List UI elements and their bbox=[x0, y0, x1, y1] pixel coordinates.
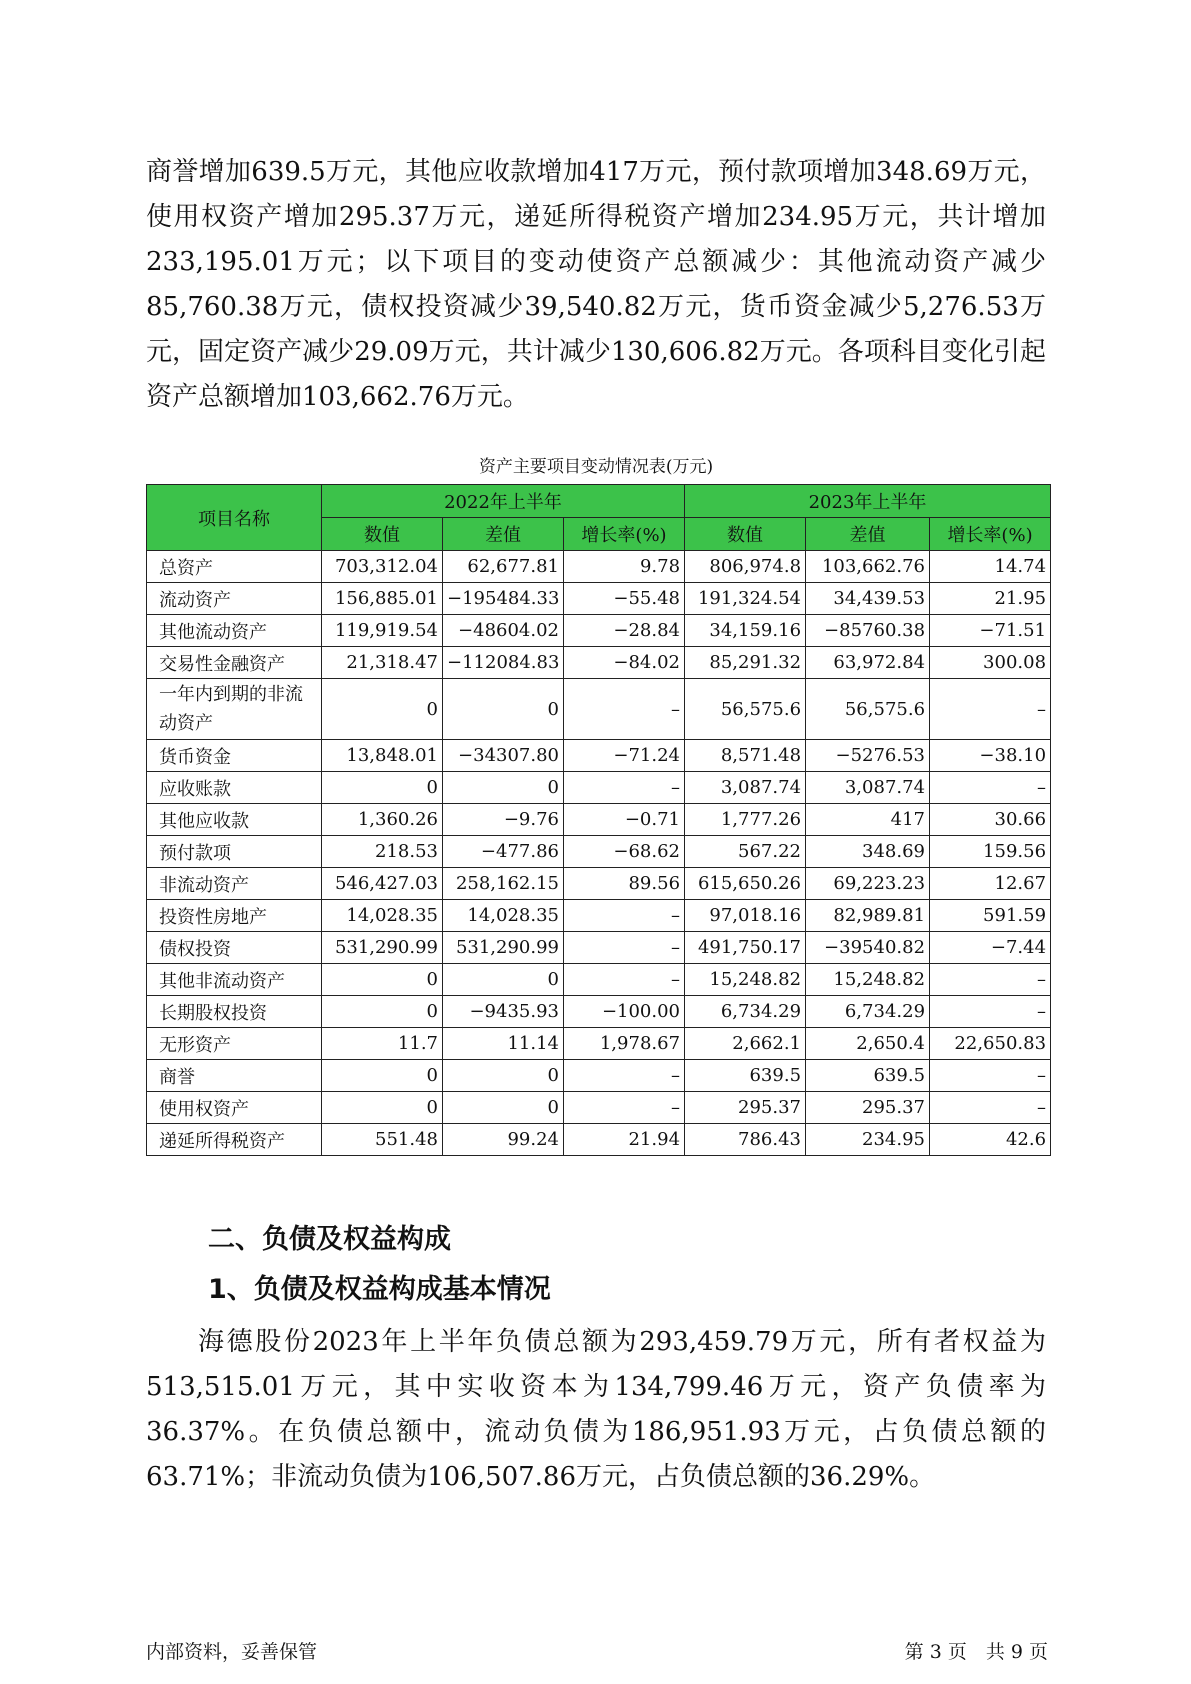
table-row bbox=[147, 964, 1051, 996]
row-value-cell: 491,750.17 bbox=[685, 932, 806, 964]
row-value-cell: 63,972.84 bbox=[806, 647, 930, 679]
footer-confidential-note: 内部资料，妥善保管 bbox=[146, 1641, 318, 1663]
row-item-name: 总资产 bbox=[147, 551, 322, 583]
row-value-cell: 156,885.01 bbox=[322, 583, 443, 615]
row-item-name: 长期股权投资 bbox=[147, 996, 322, 1028]
subheader-value-2023: 数值 bbox=[685, 518, 806, 551]
table-row bbox=[147, 932, 1051, 964]
table-row bbox=[147, 996, 1051, 1028]
row-value-cell: 2,662.1 bbox=[685, 1028, 806, 1060]
row-value-cell: 9.78 bbox=[564, 551, 685, 583]
row-value-cell: 295.37 bbox=[806, 1092, 930, 1124]
row-item-name: 应收账款 bbox=[147, 772, 322, 804]
row-value-cell: −48604.02 bbox=[443, 615, 564, 647]
row-value-cell: 8,571.48 bbox=[685, 740, 806, 772]
row-value-cell: 531,290.99 bbox=[322, 932, 443, 964]
row-value-cell: −28.84 bbox=[564, 615, 685, 647]
row-value-cell: 1,978.67 bbox=[564, 1028, 685, 1060]
row-value-cell: 22,650.83 bbox=[930, 1028, 1051, 1060]
row-value-cell: 103,662.76 bbox=[806, 551, 930, 583]
table-row bbox=[147, 868, 1051, 900]
row-value-cell: 417 bbox=[806, 804, 930, 836]
header-period-2023: 2023年上半年 bbox=[685, 485, 1051, 518]
table-row bbox=[147, 804, 1051, 836]
subheader-diff-2023: 差值 bbox=[806, 518, 930, 551]
row-value-cell: 0 bbox=[443, 1060, 564, 1092]
subsection-heading-basic-situation: 1、负债及权益构成基本情况 bbox=[208, 1274, 551, 1305]
row-value-cell: −5276.53 bbox=[806, 740, 930, 772]
row-value-cell: 0 bbox=[443, 679, 564, 740]
row-value-cell: 3,087.74 bbox=[685, 772, 806, 804]
row-value-cell: – bbox=[564, 1092, 685, 1124]
row-value-cell: – bbox=[564, 900, 685, 932]
row-value-cell: −112084.83 bbox=[443, 647, 564, 679]
row-value-cell: 703,312.04 bbox=[322, 551, 443, 583]
row-value-cell: 6,734.29 bbox=[806, 996, 930, 1028]
row-value-cell: 21.94 bbox=[564, 1124, 685, 1156]
intro-paragraph: 商誉增加639.5万元，其他应收款增加417万元，预付款项增加348.69万元，使用权资产增加295.37万元，递延所得税资产增加234.95万元，共计增加233,195.01万元；以下项目的变动使资产总额减少：其他流动资产减少85,760.38万元，债权投资减少39,540.82万元，货币资金减少5,276.53万元，固定资产减少29.09万元，共计减少130,606.82万元。各项科目变化引起资产总额增加103,662.76万元。 bbox=[146, 157, 1046, 412]
row-item-name: 货币资金 bbox=[147, 740, 322, 772]
row-value-cell: 62,677.81 bbox=[443, 551, 564, 583]
row-value-cell: 0 bbox=[322, 1092, 443, 1124]
row-value-cell: 0 bbox=[322, 679, 443, 740]
table-row bbox=[147, 551, 1051, 583]
row-value-cell: 42.6 bbox=[930, 1124, 1051, 1156]
row-value-cell: 14.74 bbox=[930, 551, 1051, 583]
row-value-cell: 0 bbox=[443, 964, 564, 996]
row-value-cell: 1,360.26 bbox=[322, 804, 443, 836]
row-item-name: 递延所得税资产 bbox=[147, 1124, 322, 1156]
row-value-cell: 11.14 bbox=[443, 1028, 564, 1060]
row-value-cell: 85,291.32 bbox=[685, 647, 806, 679]
row-value-cell: −7.44 bbox=[930, 932, 1051, 964]
row-value-cell: – bbox=[564, 772, 685, 804]
row-value-cell: 2,650.4 bbox=[806, 1028, 930, 1060]
row-value-cell: 300.08 bbox=[930, 647, 1051, 679]
table-row bbox=[147, 1124, 1051, 1156]
row-item-name: 投资性房地产 bbox=[147, 900, 322, 932]
row-value-cell: −100.00 bbox=[564, 996, 685, 1028]
section-heading-liabilities-equity: 二、负债及权益构成 bbox=[208, 1224, 451, 1255]
row-value-cell: −38.10 bbox=[930, 740, 1051, 772]
row-value-cell: 218.53 bbox=[322, 836, 443, 868]
row-value-cell: 6,734.29 bbox=[685, 996, 806, 1028]
row-value-cell: 567.22 bbox=[685, 836, 806, 868]
table-row bbox=[147, 647, 1051, 679]
row-value-cell: 786.43 bbox=[685, 1124, 806, 1156]
row-value-cell: – bbox=[564, 679, 685, 740]
row-value-cell: 21.95 bbox=[930, 583, 1051, 615]
row-value-cell: 69,223.23 bbox=[806, 868, 930, 900]
row-value-cell: – bbox=[930, 996, 1051, 1028]
row-value-cell: −9435.93 bbox=[443, 996, 564, 1028]
row-value-cell: – bbox=[930, 679, 1051, 740]
table-row bbox=[147, 900, 1051, 932]
row-value-cell: 82,989.81 bbox=[806, 900, 930, 932]
row-value-cell: 295.37 bbox=[685, 1092, 806, 1124]
table-row bbox=[147, 772, 1051, 804]
table-row bbox=[147, 615, 1051, 647]
row-value-cell: 13,848.01 bbox=[322, 740, 443, 772]
table-row bbox=[147, 1028, 1051, 1060]
row-item-name: 交易性金融资产 bbox=[147, 647, 322, 679]
row-value-cell: 14,028.35 bbox=[443, 900, 564, 932]
row-value-cell: 551.48 bbox=[322, 1124, 443, 1156]
subheader-value-2022: 数值 bbox=[322, 518, 443, 551]
row-value-cell: – bbox=[930, 1092, 1051, 1124]
table-row bbox=[147, 1092, 1051, 1124]
row-value-cell: −68.62 bbox=[564, 836, 685, 868]
row-value-cell: 3,087.74 bbox=[806, 772, 930, 804]
table-row bbox=[147, 740, 1051, 772]
row-value-cell: 30.66 bbox=[930, 804, 1051, 836]
row-item-name: 其他非流动资产 bbox=[147, 964, 322, 996]
row-value-cell: 591.59 bbox=[930, 900, 1051, 932]
row-value-cell: −85760.38 bbox=[806, 615, 930, 647]
subheader-growth-2022: 增长率(%) bbox=[564, 518, 685, 551]
subheader-diff-2022: 差值 bbox=[443, 518, 564, 551]
table-header-row bbox=[147, 485, 1051, 518]
row-item-name: 使用权资产 bbox=[147, 1092, 322, 1124]
row-value-cell: −71.51 bbox=[930, 615, 1051, 647]
table-row bbox=[147, 679, 1051, 740]
row-value-cell: 21,318.47 bbox=[322, 647, 443, 679]
row-value-cell: 639.5 bbox=[806, 1060, 930, 1092]
row-value-cell: 34,159.16 bbox=[685, 615, 806, 647]
row-value-cell: −195484.33 bbox=[443, 583, 564, 615]
row-value-cell: 0 bbox=[322, 996, 443, 1028]
table-row bbox=[147, 1060, 1051, 1092]
row-value-cell: 56,575.6 bbox=[685, 679, 806, 740]
row-value-cell: – bbox=[930, 964, 1051, 996]
row-value-cell: 56,575.6 bbox=[806, 679, 930, 740]
table-caption: 资产主要项目变动情况表(万元) bbox=[478, 457, 714, 477]
row-value-cell: 546,427.03 bbox=[322, 868, 443, 900]
header-item-name: 项目名称 bbox=[147, 485, 322, 551]
row-value-cell: −0.71 bbox=[564, 804, 685, 836]
header-period-2022: 2022年上半年 bbox=[322, 485, 685, 518]
table-row bbox=[147, 836, 1051, 868]
row-item-name: 非流动资产 bbox=[147, 868, 322, 900]
row-value-cell: 89.56 bbox=[564, 868, 685, 900]
row-value-cell: 0 bbox=[443, 772, 564, 804]
row-value-cell: 15,248.82 bbox=[685, 964, 806, 996]
subheader-growth-2023: 增长率(%) bbox=[930, 518, 1051, 551]
row-value-cell: 12.67 bbox=[930, 868, 1051, 900]
row-value-cell: 531,290.99 bbox=[443, 932, 564, 964]
row-value-cell: 34,439.53 bbox=[806, 583, 930, 615]
row-item-name: 其他流动资产 bbox=[147, 615, 322, 647]
row-value-cell: 97,018.16 bbox=[685, 900, 806, 932]
liability-paragraph: 海德股份2023年上半年负债总额为293,459.79万元，所有者权益为513,515.01万元，其中实收资本为134,799.46万元，资产负债率为36.37%。在负债总额中，流动负债为186,951.93万元，占负债总额的63.71%；非流动负债为106,507.86万元，占负债总额的36.29%。 bbox=[146, 1327, 1046, 1492]
row-value-cell: – bbox=[564, 964, 685, 996]
row-value-cell: – bbox=[564, 1060, 685, 1092]
row-item-name: 流动资产 bbox=[147, 583, 322, 615]
row-value-cell: 119,919.54 bbox=[322, 615, 443, 647]
row-value-cell: 806,974.8 bbox=[685, 551, 806, 583]
row-item-name: 债权投资 bbox=[147, 932, 322, 964]
row-value-cell: −9.76 bbox=[443, 804, 564, 836]
row-value-cell: 615,650.26 bbox=[685, 868, 806, 900]
row-value-cell: – bbox=[930, 1060, 1051, 1092]
row-item-name: 无形资产 bbox=[147, 1028, 322, 1060]
row-value-cell: 0 bbox=[322, 1060, 443, 1092]
row-value-cell: 0 bbox=[322, 964, 443, 996]
row-value-cell: −55.48 bbox=[564, 583, 685, 615]
row-value-cell: 15,248.82 bbox=[806, 964, 930, 996]
row-value-cell: −84.02 bbox=[564, 647, 685, 679]
row-value-cell: 639.5 bbox=[685, 1060, 806, 1092]
row-value-cell: 348.69 bbox=[806, 836, 930, 868]
row-item-name: 预付款项 bbox=[147, 836, 322, 868]
row-value-cell: 1,777.26 bbox=[685, 804, 806, 836]
asset-change-table bbox=[146, 484, 1051, 1156]
row-value-cell: 99.24 bbox=[443, 1124, 564, 1156]
row-item-name: 商誉 bbox=[147, 1060, 322, 1092]
row-value-cell: −477.86 bbox=[443, 836, 564, 868]
row-value-cell: −34307.80 bbox=[443, 740, 564, 772]
row-value-cell: 14,028.35 bbox=[322, 900, 443, 932]
row-value-cell: – bbox=[564, 932, 685, 964]
row-value-cell: 11.7 bbox=[322, 1028, 443, 1060]
row-value-cell: 0 bbox=[443, 1092, 564, 1124]
row-value-cell: 159.56 bbox=[930, 836, 1051, 868]
table-row bbox=[147, 583, 1051, 615]
footer-page-number: 第 3 页 共 9 页 bbox=[904, 1641, 1048, 1663]
row-value-cell: 0 bbox=[322, 772, 443, 804]
row-item-name: 一年内到期的非流动资产 bbox=[147, 679, 322, 740]
row-value-cell: 258,162.15 bbox=[443, 868, 564, 900]
row-value-cell: −39540.82 bbox=[806, 932, 930, 964]
row-value-cell: 234.95 bbox=[806, 1124, 930, 1156]
row-value-cell: – bbox=[930, 772, 1051, 804]
row-value-cell: −71.24 bbox=[564, 740, 685, 772]
row-item-name: 其他应收款 bbox=[147, 804, 322, 836]
row-value-cell: 191,324.54 bbox=[685, 583, 806, 615]
